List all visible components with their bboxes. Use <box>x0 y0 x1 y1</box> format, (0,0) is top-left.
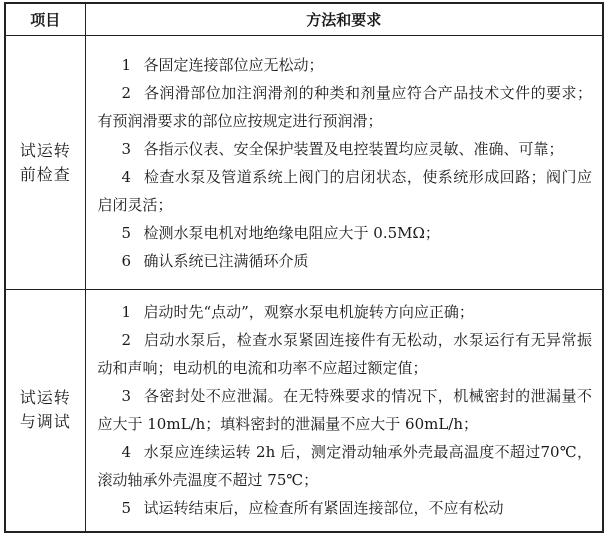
requirements-cell <box>85 290 603 532</box>
item-number: 3 <box>121 387 132 406</box>
category-line: 与调试 <box>19 412 71 432</box>
list-item <box>98 135 593 163</box>
item-text: 各密封处不应泄漏。在无特殊要求的情况下，机械密封的泄漏量不应大于 10mL/h；填料密封的泄漏量不应大于 60mL/h； <box>97 387 592 434</box>
table-row <box>5 290 603 532</box>
list-item <box>98 382 593 438</box>
item-text: 各指示仪表、安全保护装置及电控装置均应灵敏、准确、可靠； <box>143 139 564 158</box>
item-number: 1 <box>121 55 132 74</box>
item-number: 4 <box>121 167 132 186</box>
item-text: 各润滑部位加注润滑剂的种类和剂量应符合产品技术文件的要求；有预润滑要求的部位应按规定进行预润滑； <box>97 83 592 130</box>
category-cell <box>5 290 85 532</box>
item-text: 检查水泵及管道系统上阀门的启闭状态，使系统形成回路；阀门应启闭灵活； <box>97 167 592 214</box>
item-text: 启动水泵后，检查水泵紧固连接件有无松动，水泵运行有无异常振动和声响；电动机的电流和功率不应超过额定值； <box>97 331 592 378</box>
header-item: 项目 <box>5 3 85 36</box>
item-number: 5 <box>121 499 132 518</box>
list-item <box>98 438 593 494</box>
list-item <box>98 51 593 79</box>
table-header-row <box>5 3 603 36</box>
item-text: 试运转结束后，应检查所有紧固连接部位，不应有松动 <box>143 499 504 518</box>
list-item <box>98 494 593 522</box>
list-item <box>98 247 593 275</box>
item-number: 5 <box>121 223 132 242</box>
list-item <box>98 79 593 135</box>
table-row <box>5 36 603 290</box>
item-number: 2 <box>121 331 132 350</box>
requirements-table <box>4 2 604 533</box>
item-text: 确认系统已注满循环介质 <box>143 251 309 270</box>
item-number: 2 <box>121 83 132 102</box>
category-line: 试运转 <box>19 388 71 408</box>
item-number: 3 <box>121 139 132 158</box>
item-text: 检测水泵电机对地绝缘电阻应大于 0.5MΩ； <box>143 223 440 242</box>
item-text: 启动时先“点动”，观察水泵电机旋转方向应正确； <box>143 303 474 322</box>
item-text: 水泵应连续运转 2h 后，测定滑动轴承外壳最高温度不超过70℃，滚动轴承外壳温度不超过 75℃； <box>97 443 592 490</box>
category-line: 前检查 <box>19 164 71 184</box>
list-item <box>98 326 593 382</box>
document-page <box>4 2 604 533</box>
list-item <box>98 163 593 219</box>
item-number: 6 <box>121 251 132 270</box>
category-cell <box>5 36 85 290</box>
item-text: 各固定连接部位应无松动； <box>143 55 324 74</box>
category-line: 试运转 <box>19 140 71 160</box>
list-item <box>98 219 593 247</box>
item-number: 1 <box>121 303 132 322</box>
header-method: 方法和要求 <box>85 3 603 36</box>
item-number: 4 <box>121 443 132 462</box>
list-item <box>98 298 593 326</box>
requirements-cell <box>85 36 603 290</box>
